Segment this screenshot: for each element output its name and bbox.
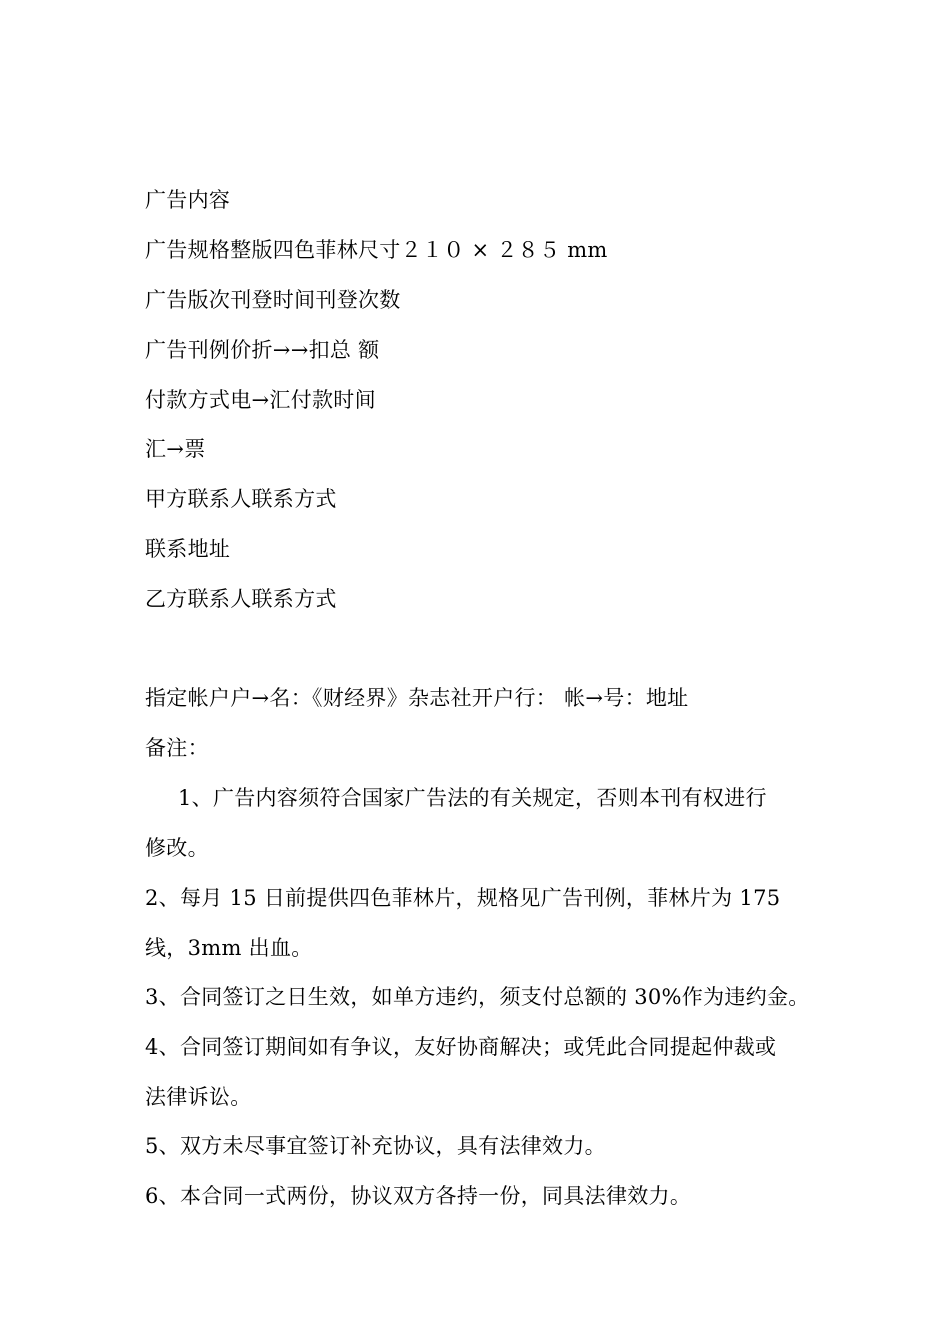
note-1-line-1: 1、广告内容须符合国家广告法的有关规定，否则本刊有权进行	[178, 786, 767, 810]
note-1-line-2: 修改。	[145, 836, 209, 860]
field-ad-content: 广告内容	[145, 188, 231, 212]
note-4-line-1: 4、合同签订期间如有争议，友好协商解决；或凭此合同提起仲裁或	[145, 1035, 777, 1059]
note-2-line-2: 线，3mm 出血。	[145, 936, 313, 960]
field-ad-price: 广告刊例价折→→扣总 额	[145, 338, 380, 362]
note-4-line-2: 法律诉讼。	[145, 1085, 252, 1109]
field-contact-address: 联系地址	[145, 537, 231, 561]
field-payment-method: 付款方式电→汇付款时间	[145, 388, 376, 412]
note-2-line-1: 2、每月 15 日前提供四色菲林片，规格见广告刊例，菲林片为 175	[145, 886, 781, 910]
field-draft: 汇→票	[145, 437, 206, 461]
field-ad-edition: 广告版次刊登时间刊登次数	[145, 288, 401, 312]
note-3: 3、合同签订之日生效，如单方违约，须支付总额的 30%作为违约金。	[145, 985, 810, 1009]
note-6: 6、本合同一式两份，协议双方各持一份，同具法律效力。	[145, 1184, 692, 1208]
field-party-b-contact: 乙方联系人联系方式	[145, 587, 337, 611]
note-5: 5、双方未尽事宜签订补充协议，具有法律效力。	[145, 1134, 606, 1158]
field-party-a-contact: 甲方联系人联系方式	[145, 487, 337, 511]
field-ad-spec: 广告规格整版四色菲林尺寸２１０ × ２８５ mm	[145, 238, 608, 262]
notes-label: 备注：	[145, 736, 209, 760]
account-info: 指定帐户户→名：《财经界》杂志社开户行： 帐→号：地址	[145, 686, 689, 710]
